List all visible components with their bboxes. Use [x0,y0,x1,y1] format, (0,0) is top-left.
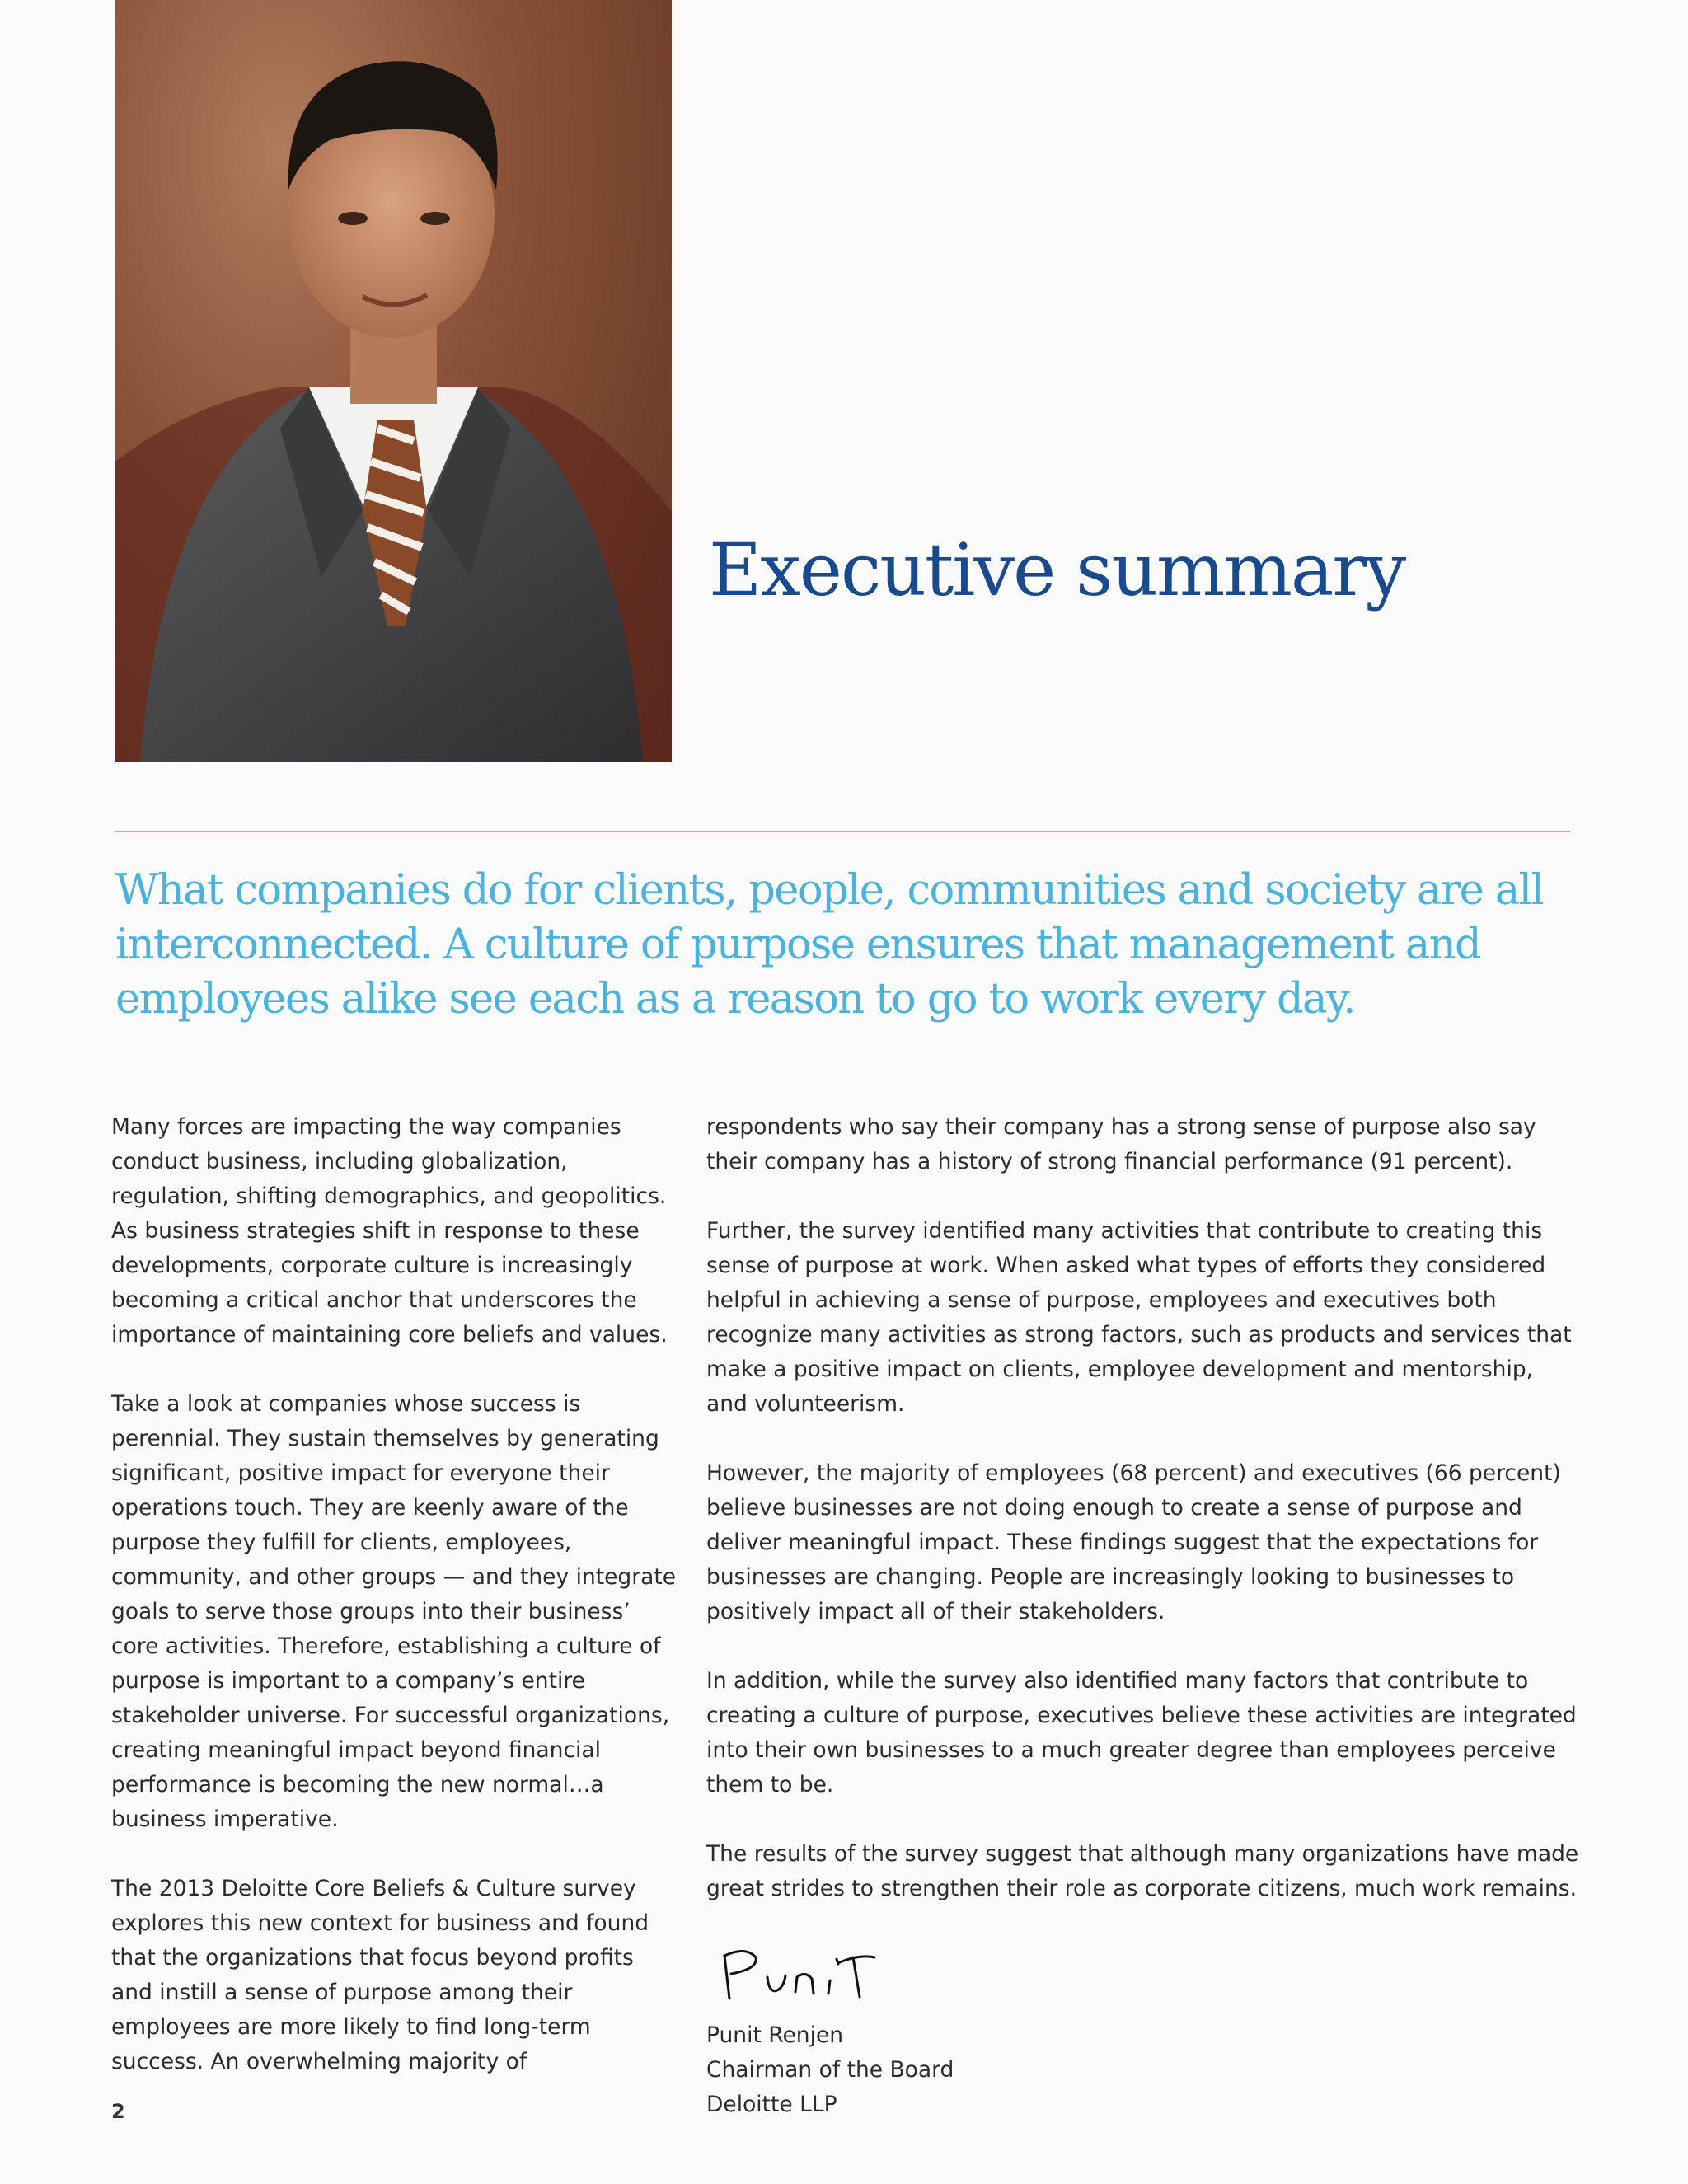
handwritten-signature [713,1941,878,2007]
body-paragraph: In addition, while the survey also identified many factors that contribute to creating a culture of purpose, executives believe these activities are integrated into their own businesses to a much greater degree than employees perceive them to be. [706,1668,1577,1797]
body-paragraph: Many forces are impacting the way companies conduct business, including globalization, regulation, shifting demographics, and geopolitics. As business strategies shift in response to these developments, corporate culture is increasingly becoming a critical anchor that underscores the importance of maintaining core beliefs and values. [111,1114,668,1347]
signatory-name: Punit Renjen [706,2022,844,2048]
executive-portrait-photo [115,0,672,762]
body-paragraph: However, the majority of employees (68 percent) and executives (66 percent) believe businesses are not doing enough to create a sense of purpose and deliver meaningful impact. These findings suggest that the expectations for businesses are changing. People are increasingly looking to businesses to positively impact all of their stakeholders. [706,1460,1561,1624]
body-paragraph: Take a look at companies whose success is perennial. They sustain themselves by generating significant, positive impact for everyone their operations touch. They are keenly aware of the purpose they fulfill for clients, employees, community, and other groups — and they integrate goals to serve those groups into their business’ core activities. Therefore, establishing a culture of purpose is important to a company’s entire stakeholder universe. For successful organizations, creating meaningful impact beyond financial performance is becoming the new normal…a business imperative. [111,1391,677,1832]
body-paragraph: The 2013 Deloitte Core Beliefs & Culture survey explores this new context for business and found that the organizations that focus beyond profits and instill a sense of purpose among their employees are more likely to find long-term success. An overwhelming majority of [111,1876,649,2074]
intro-quote: What companies do for clients, people, communities and society are all interconnected. A culture of purpose ensures that management and employees alike see each as a reason to go to work every day. [115,866,1544,1024]
body-paragraph: Further, the survey identified many activities that contribute to creating this sense of purpose at work. When asked what types of efforts they considered helpful in achieving a sense of purpose, employees and executives both recognize many activities as strong factors, such as products and services that make a positive impact on clients, employee development and mentorship, and volunteerism. [706,1218,1572,1417]
section-divider [115,831,1570,832]
left-column [111,1110,680,2079]
page-title: Executive summary [709,527,1405,612]
signatory-company: Deloitte LLP [706,2092,837,2117]
body-paragraph: respondents who say their company has a strong sense of purpose also say their company has a history of strong financial performance (91 percent). [706,1114,1536,1174]
signatory-role: Chairman of the Board [706,2057,954,2083]
body-paragraph: The results of the survey suggest that although many organizations have made great strides to strengthen their role as corporate citizens, much work remains. [706,1841,1579,1901]
signature-block [706,1941,1580,2122]
right-column [706,1110,1580,2122]
page-number: 2 [111,2100,125,2123]
